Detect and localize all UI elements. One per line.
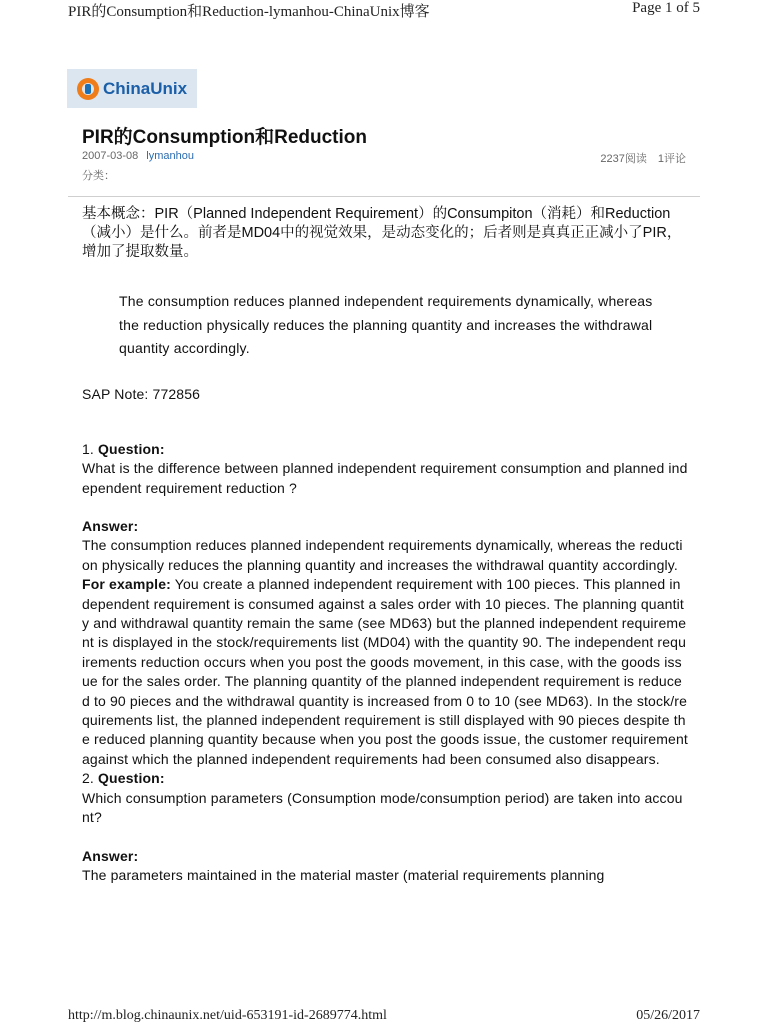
intro-paragraph: 基本概念：PIR（Planned Independent Requirement）的Consumpiton（消耗）和Reduction（减小）是什么。前者是MD04中的视觉效果，是动态变化的；后者则是真真正正减小了PIR，增加了提取数量。 (82, 206, 682, 260)
question-1-number: 1. (82, 441, 99, 457)
question-2-text: Which consumption parameters (Consumption mode/consumption period) are taken into account? (82, 789, 683, 826)
example-text: You create a planned independent requirement with 100 pieces. This planned independent requirement is consumed against a sales order with 10 pieces. The planning quantity and withdrawal quantity remain the same (see MD63) but the planned independent requirement is displayed in the stock/requirements list (MD04) with the quantity 90. The independent requirements reduction occurs when you post the goods movement, in this case, with the goods issue for the sales order. The planning quantity of the planned independent requirement is reduced to 90 pieces and the withdrawal quantity is increased from 0 to 10 (see MD63). In the stock/requirements list, the planned independent requirement is still displayed with 90 pieces despite the reduced planning quantity because when you post the goods issue, the customer requirement against which the planned independent requirements had been consumed also disappears. (82, 576, 688, 767)
chinaunix-logo[interactable] (67, 69, 197, 108)
answer-2-text: The parameters maintained in the material master (material requirements planning (82, 867, 605, 884)
post-category: 分类： (82, 170, 115, 182)
question-2-heading (82, 769, 688, 788)
post-date: 2007-03-08 (82, 150, 139, 162)
answer-1 (82, 517, 688, 886)
page-number: Page 1 of 5 (632, 0, 700, 16)
post-title: PIR的Consumption和Reduction (82, 127, 367, 148)
answer-2-label: Answer: (82, 847, 139, 864)
example-label: For example: (82, 576, 171, 593)
post-meta (82, 150, 194, 162)
example-paragraph (82, 575, 688, 769)
answer-1-label: Answer: (82, 518, 139, 534)
author-link[interactable]: lymanhou (146, 150, 194, 162)
question-1-text: What is the difference between planned independent requirement consumption and planned independent requirement reduction ? (82, 460, 688, 496)
question-2-label: Question: (98, 770, 165, 787)
divider (68, 196, 700, 197)
answer-1-text: The consumption reduces planned independent requirements dynamically, whereas the reduction physically reduces the planning quantity and increases the withdrawal quantity accordingly. (82, 537, 683, 573)
spacer (82, 828, 688, 847)
question-1 (82, 440, 688, 498)
question-2-number: 2. (82, 770, 99, 787)
sap-note: SAP Note: 772856 (82, 386, 201, 402)
logo-text: ChinaUnix (103, 78, 188, 98)
footer-date: 05/26/2017 (636, 1008, 700, 1023)
question-1-heading (82, 440, 688, 459)
question-1-label: Question: (98, 441, 165, 457)
print-header-title: PIR的Consumption和Reduction-lymanhou-ChinaUnix博客 (68, 4, 430, 20)
quote-paragraph: The consumption reduces planned independent requirements dynamically, whereas the reduction physically reduces the planning quantity and increases the withdrawal quantity accordingly. (119, 293, 653, 356)
chinaunix-logo-icon (77, 78, 99, 100)
footer-url: http://m.blog.chinaunix.net/uid-653191-id-2689774.html (68, 1008, 387, 1023)
post-stats: 2237阅读 1评论 (600, 153, 686, 165)
